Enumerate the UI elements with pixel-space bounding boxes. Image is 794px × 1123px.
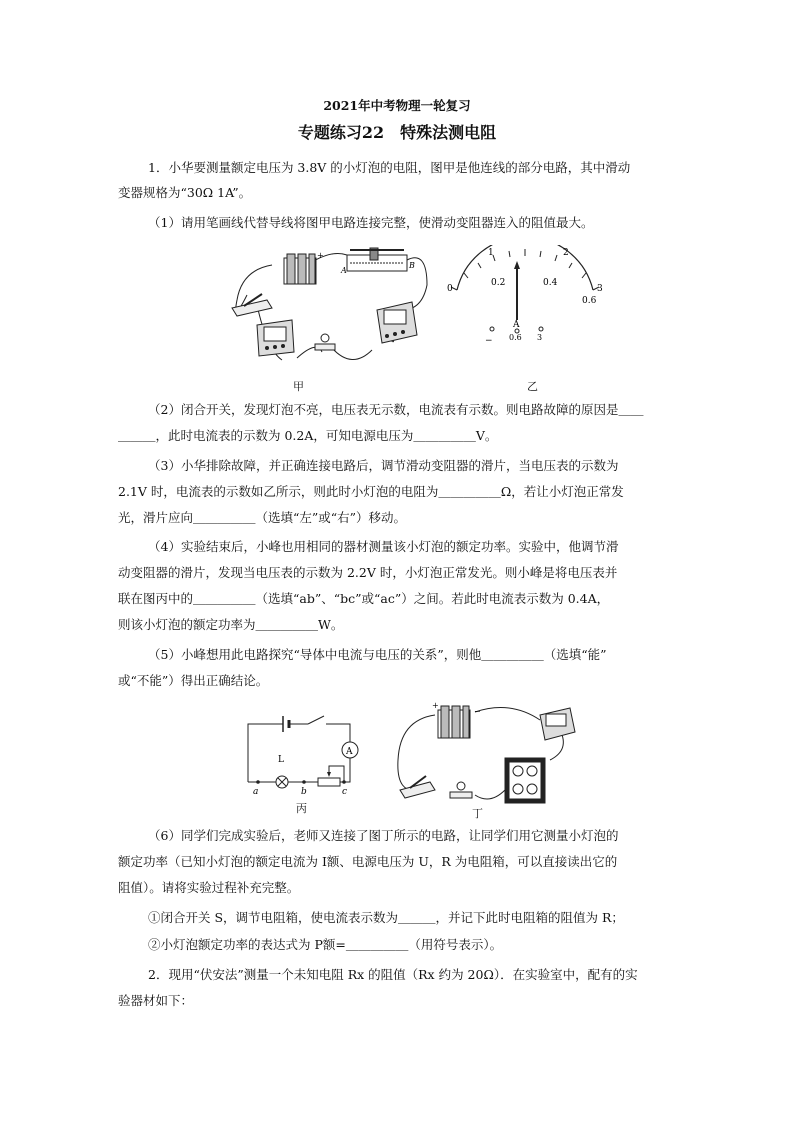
lamp-icon	[315, 334, 335, 350]
switch-blade	[308, 716, 324, 724]
q1-part5-line1: （5）小峰想用此电路探究“导体中电流与电压的关系”，则他＿＿＿＿＿（选填“能”	[148, 647, 607, 662]
caption-jia: 甲	[293, 380, 304, 393]
q1-part6-line2: 额定功率（已知小灯泡的额定电流为 I额、电源电压为 U，R 为电阻箱，可以直接读出它的	[118, 854, 618, 869]
q1-stem-line2: 变器规格为“30Ω 1A”。	[118, 185, 252, 200]
q1-step1: ①闭合开关 S，调节电阻箱，使电流表示数为＿＿＿，并记下此时电阻箱的阻值为 R；	[148, 910, 624, 925]
q1-part4-line4: 则该小灯泡的额定功率为＿＿＿＿＿W。	[118, 617, 344, 632]
page-title: 专题练习22 特殊法测电阻	[297, 123, 497, 142]
q1-part4-line3: 联在图丙中的＿＿＿＿＿（选填“ab”、“bc”或“ac”）之间。若此时电流表示数为 0.4A，	[118, 591, 610, 606]
q2-line2: 验器材如下：	[118, 993, 194, 1008]
svg-text:1: 1	[488, 248, 494, 258]
rheostat-symbol	[318, 778, 340, 786]
svg-text:0.6: 0.6	[509, 333, 522, 342]
q1-stem-line1: 1．小华要测量额定电压为 3.8V 的小灯泡的电阻，图甲是他连线的部分电路，其中滑动	[148, 160, 631, 175]
resistance-box-icon	[505, 758, 545, 803]
svg-text:A: A	[513, 320, 520, 330]
svg-text:+: +	[432, 701, 439, 710]
svg-text:c: c	[342, 787, 348, 797]
svg-text:3: 3	[537, 333, 543, 342]
figure-ding	[390, 700, 580, 810]
q1-part2-line1: （2）闭合开关，发现灯泡不亮，电压表无示数，电流表有示数。则电路故障的原因是＿＿	[148, 402, 644, 417]
svg-text:3: 3	[597, 284, 603, 294]
svg-text:0.4: 0.4	[543, 278, 558, 288]
svg-text:a: a	[253, 787, 259, 797]
subtitle: 2021年中考物理一轮复习	[323, 98, 471, 113]
q2-line1: 2．现用“伏安法”测量一个未知电阻 Rx 的阻值（Rx 约为 20Ω）．在实验室中，配有的实	[148, 967, 638, 982]
svg-text:A: A	[346, 747, 353, 757]
battery-icon	[432, 701, 481, 738]
q1-part2-line2: ＿＿＿，此时电流表的示数为 0.2A，可知电源电压为＿＿＿＿＿V。	[118, 428, 498, 443]
q1-part6-line1: （6）同学们完成实验后，老师又连接了图丁所示的电路，让同学们用它测量小灯泡的	[148, 828, 619, 843]
rheostat-icon	[340, 248, 415, 275]
svg-text:B: B	[409, 261, 415, 270]
caption-bing: 丙	[296, 802, 307, 815]
q1-part4-line2: 动变阻器的滑片，发现当电压表的示数为 2.2V 时，小灯泡正常发光。则小峰是将电压表并	[118, 565, 618, 580]
figure-jia	[222, 240, 437, 380]
svg-text:0.6: 0.6	[582, 296, 597, 306]
q1-part3-line1: （3）小华排除故障，并正确连接电路后，调节滑动变阻器的滑片，当电压表的示数为	[148, 458, 619, 473]
ammeter-icon	[257, 320, 294, 356]
q1-part3-line3: 光，滑片应向＿＿＿＿＿（选填“左”或“右”）移动。	[118, 510, 407, 525]
battery-icon	[284, 251, 324, 284]
svg-text:L: L	[278, 755, 284, 765]
ammeter-icon	[540, 708, 575, 740]
figure-yi	[445, 245, 605, 350]
svg-text:b: b	[301, 787, 307, 797]
q1-part3-line2: 2.1V 时，电流表的示数如乙所示，则此时小灯泡的电阻为＿＿＿＿＿Ω，若让小灯泡正常发	[118, 484, 624, 499]
q1-part1: （1）请用笔画线代替导线将图甲电路连接完整，使滑动变阻器连入的阻值最大。	[148, 215, 594, 230]
svg-text:A: A	[341, 266, 347, 275]
q1-part6-line3: 阻值）。请将实验过程补充完整。	[118, 880, 300, 895]
svg-text:0: 0	[447, 284, 453, 294]
svg-text:−: −	[474, 707, 481, 716]
svg-text:+: +	[317, 251, 324, 260]
caption-yi: 乙	[527, 380, 538, 393]
svg-text:2: 2	[563, 248, 569, 258]
svg-text:−: −	[485, 336, 493, 346]
q1-step2: ②小灯泡额定功率的表达式为 P额=＿＿＿＿＿（用符号表示）。	[148, 937, 503, 952]
voltmeter-icon	[377, 302, 417, 343]
caption-ding: 丁	[472, 807, 483, 820]
svg-text:0.2: 0.2	[491, 278, 506, 288]
q1-part4-line1: （4）实验结束后，小峰也用相同的器材测量该小灯泡的额定功率。实验中，他调节滑	[148, 539, 619, 554]
switch-icon	[400, 776, 435, 798]
lamp-icon	[450, 782, 472, 798]
q1-part5-line2: 或“不能”）得出正确结论。	[118, 673, 269, 688]
figure-bing	[238, 712, 368, 800]
